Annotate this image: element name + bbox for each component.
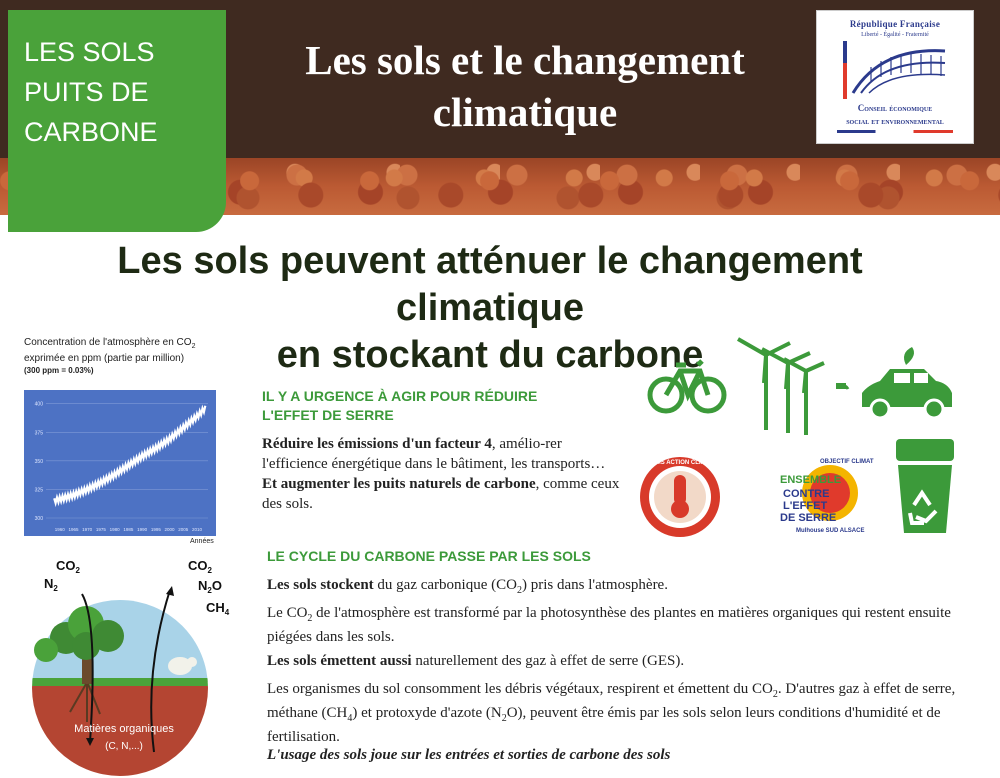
leffet-label: L'EFFET <box>783 500 828 512</box>
left-gas-co2: CO <box>56 558 76 573</box>
hemicycle-icon <box>841 41 949 99</box>
chart-x-tick-label: 1995 <box>150 527 161 532</box>
right-gas-n2o-tail: O <box>211 578 222 593</box>
section2-para2 <box>267 604 967 647</box>
carbon-cycle-diagram <box>20 552 230 778</box>
para1-bold: Les sols stockent <box>267 577 374 593</box>
chart-y-tick-label: 400 <box>34 401 43 408</box>
para4-sub1: 2 <box>772 689 778 700</box>
chart-caption-sub: 2 <box>191 343 196 350</box>
section2-title: LE CYCLE DU CARBONE PASSE PAR LES SOLS <box>267 548 591 564</box>
section2-para5: L'usage des sols joue sur les entrées et sorties de carbone des sols <box>267 747 671 763</box>
chart-y-tick-label: 350 <box>34 458 43 465</box>
de-serre-label: DE SERRE <box>780 512 837 524</box>
svg-text:CH4 <box>206 600 230 617</box>
logo-conseil-line2: social et environnemental <box>846 117 944 126</box>
section1-title: IL Y A URGENCE À AGIR POUR RÉDUIRE L'EFFET DE SERRE <box>262 388 538 423</box>
chart-x-axis-label: Années <box>190 538 214 545</box>
mulhouse-label: Mulhouse SUD ALSACE <box>796 528 865 534</box>
chart-x-tick-label: 2010 <box>192 527 203 532</box>
bicycle-icon <box>650 361 724 411</box>
chart-x-tick-label: 1975 <box>95 527 106 532</box>
right-gas-co2-sub: 2 <box>207 566 212 575</box>
section1-bold1: Réduire les émissions d'un facteur 4 <box>262 436 492 452</box>
chart-caption-line2: exprimée en ppm (partie par million) <box>24 353 185 364</box>
section2-para4 <box>267 680 967 747</box>
grass-line <box>20 678 230 686</box>
chart-x-tick-label: 1985 <box>123 527 134 532</box>
chart-x-tick-label: 2000 <box>164 527 175 532</box>
headline-line2: en stockant du carbone <box>276 334 704 376</box>
organic-matter-label: Matières organiques <box>74 723 174 735</box>
chart-y-tick-label: 325 <box>34 487 43 494</box>
svg-text:N2O <box>198 578 222 595</box>
logo-conseil-line1: Conseil économique <box>857 103 933 113</box>
para4-b: . D'autres gaz à effet de serre, méthane (CH <box>267 681 956 721</box>
tricolor-bar <box>837 130 953 133</box>
ensemble-contre-effet-de-serre-icon <box>780 459 874 534</box>
badge-line: LES SOLS <box>24 37 155 67</box>
section1-text2: , comme ceux des sols. <box>262 476 620 512</box>
objectif-label: OBJECTIF CLIMAT <box>820 459 874 465</box>
headline-line1: Les sols peuvent atténuer le changement climatique <box>117 240 863 329</box>
para4-d: O), peuvent être émis par les sols selon leurs conditions d'humidité et de fertilisation. <box>267 705 941 745</box>
left-gas-n2: N <box>44 576 54 591</box>
para4-sub2: 4 <box>347 713 353 724</box>
paris-action-label: PARIS ACTION CLIMAT <box>646 460 714 466</box>
para4-c: ) et protoxyde d'azote (N <box>352 705 502 721</box>
left-gas-co2-sub: 2 <box>75 566 80 575</box>
para3-text: naturellement des gaz à effet de serre (GES). <box>411 653 685 669</box>
chart-caption-line1: Concentration de l'atmosphère en CO <box>24 337 192 348</box>
section1-bold2: Et augmenter les puits naturels de carbone <box>262 476 536 492</box>
topic-badge <box>8 10 226 232</box>
section2-para3 <box>267 652 967 671</box>
para1-text: du gaz carbonique (CO <box>373 577 517 593</box>
cese-logo <box>816 10 974 144</box>
right-gas-n2o-sub: 2 <box>207 586 212 595</box>
chart-x-tick-label: 1965 <box>68 527 79 532</box>
para2-sub: 2 <box>307 613 313 624</box>
paris-action-climat-icon <box>640 457 720 537</box>
chart-x-tick-label: 2005 <box>178 527 189 532</box>
right-gas-ch4-sub: 4 <box>224 608 230 617</box>
electric-car-icon <box>836 347 952 418</box>
logo-republique: République Française <box>849 19 941 29</box>
right-gas-n2o: N <box>198 578 208 593</box>
chart-x-tick-label: 1960 <box>54 527 65 532</box>
right-gas-ch4: CH <box>206 600 225 615</box>
chart-caption <box>24 337 224 377</box>
chart-y-tick-label: 300 <box>34 516 43 522</box>
svg-text:CO2 <box>56 558 81 575</box>
para2-b: de l'atmosphère est transformé par la photosynthèse des plantes en matières organiques qui restent ensuite piégées dans les sols. <box>267 605 951 645</box>
chart-y-tick-label: 375 <box>34 430 43 437</box>
section1-body <box>262 434 622 514</box>
chart-x-tick-label: 1980 <box>109 527 120 532</box>
page-title: Les sols et le changement climatique <box>305 37 745 135</box>
svg-text:N2 <box>44 576 58 593</box>
para1-end: ) pris dans l'atmosphère. <box>521 577 668 593</box>
wind-turbines-icon <box>738 339 824 435</box>
svg-text:CO2 <box>188 558 213 575</box>
para2-a: Le CO <box>267 605 308 621</box>
recycling-bin-icon <box>896 439 954 533</box>
organic-matter-elements: (C, N,...) <box>105 741 143 752</box>
para3-bold: Les sols émettent aussi <box>267 653 412 669</box>
badge-line: PUITS DE <box>24 77 149 107</box>
climate-icons-group <box>640 335 970 540</box>
chart-plot-area <box>24 390 216 536</box>
chart-caption-note: (300 ppm = 0.03%) <box>24 366 94 375</box>
section2-para1 <box>267 576 967 600</box>
logo-motto: Liberté - Égalité - Fraternité <box>861 32 929 38</box>
contre-label: CONTRE <box>783 488 830 500</box>
right-gas-co2: CO <box>188 558 208 573</box>
chart-x-tick-label: 1990 <box>137 527 148 532</box>
chart-x-tick-label: 1970 <box>82 527 93 532</box>
left-gas-n2-sub: 2 <box>53 584 58 593</box>
para4-a: Les organismes du sol consomment les débris végétaux, respirent et émettent du CO <box>267 681 773 697</box>
section1-text1: , amélio-rer l'efficience énergétique dans le bâtiment, les transports… <box>262 436 606 472</box>
para4-sub3: 2 <box>501 713 507 724</box>
para1-sub: 2 <box>516 585 522 596</box>
badge-line: CARBONE <box>24 117 158 147</box>
ensemble-label: ENSEMBLE <box>780 474 842 486</box>
co2-concentration-chart <box>24 390 216 540</box>
